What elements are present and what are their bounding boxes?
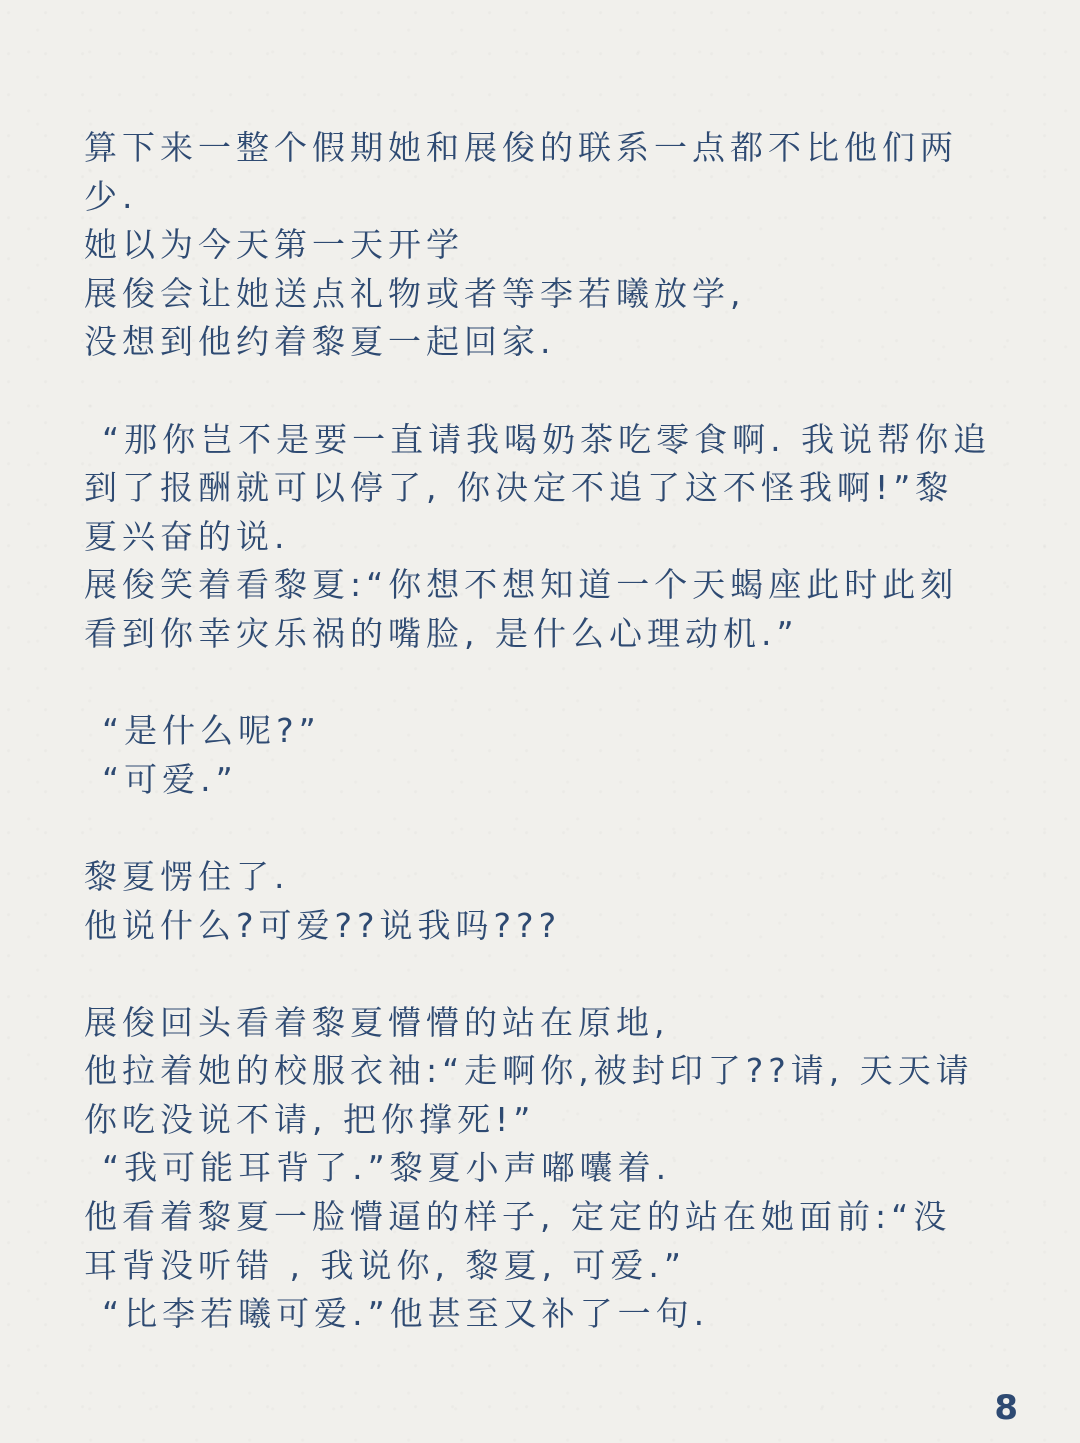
- text-line: “那你岂不是要一直请我喝奶茶吃零食啊. 我说帮你追: [102, 419, 992, 459]
- text-line: 看到你幸灾乐祸的嘴脸, 是什么心理动机.”: [84, 613, 799, 653]
- text-line: 他说什么?可爱??说我吗???: [84, 905, 562, 945]
- text-line: 黎夏愣住了.: [84, 856, 290, 896]
- text-line: “可爱.”: [102, 759, 238, 799]
- text-line: 他拉着她的校服衣袖:“走啊你,被封印了??请, 天天请: [84, 1051, 974, 1091]
- paragraph-5: [84, 999, 1000, 1339]
- text-line: 展俊回头看着黎夏懵懵的站在原地,: [84, 1002, 670, 1042]
- paragraph-4: [84, 853, 1000, 950]
- paragraph-2: [84, 416, 1000, 659]
- text-line: 算下来一整个假期她和展俊的联系一点都不比他们两: [84, 128, 958, 167]
- text-line: 你吃没说不请, 把你撑死!”: [84, 1099, 536, 1139]
- text-line: “我可能耳背了.”黎夏小声嘟囔着.: [102, 1148, 672, 1188]
- text-line: 展俊笑着看黎夏:“你想不想知道一个天蝎座此时此刻: [84, 565, 959, 605]
- paragraph-gap: [84, 950, 1000, 999]
- text-line: 她以为今天第一天开学: [84, 225, 464, 265]
- text-line: “比李若曦可爱.”他甚至又补了一句.: [102, 1294, 710, 1334]
- paragraph-3: [84, 707, 1000, 804]
- text-line: 夏兴奋的说.: [84, 516, 290, 556]
- text-line: 没想到他约着黎夏一起回家.: [84, 322, 556, 362]
- paragraph-gap: [84, 659, 1000, 708]
- text-line: 展俊会让她送点礼物或者等李若曦放学,: [84, 273, 746, 313]
- paragraph-gap: [84, 367, 1000, 416]
- text-line: 少.: [84, 176, 138, 216]
- text-line: 他看着黎夏一脸懵逼的样子, 定定的站在她面前:“没: [84, 1197, 952, 1237]
- text-line: 到了报酬就可以停了, 你决定不追了这不怪我啊!”黎: [84, 468, 954, 508]
- text-line: 耳背没听错 , 我说你, 黎夏, 可爱.”: [84, 1245, 687, 1285]
- page-number: 8: [994, 1388, 1018, 1428]
- paragraph-gap: [84, 804, 1000, 853]
- text-line: “是什么呢?”: [102, 711, 321, 751]
- paragraph-1: [84, 124, 1000, 367]
- story-text: [84, 124, 1000, 1339]
